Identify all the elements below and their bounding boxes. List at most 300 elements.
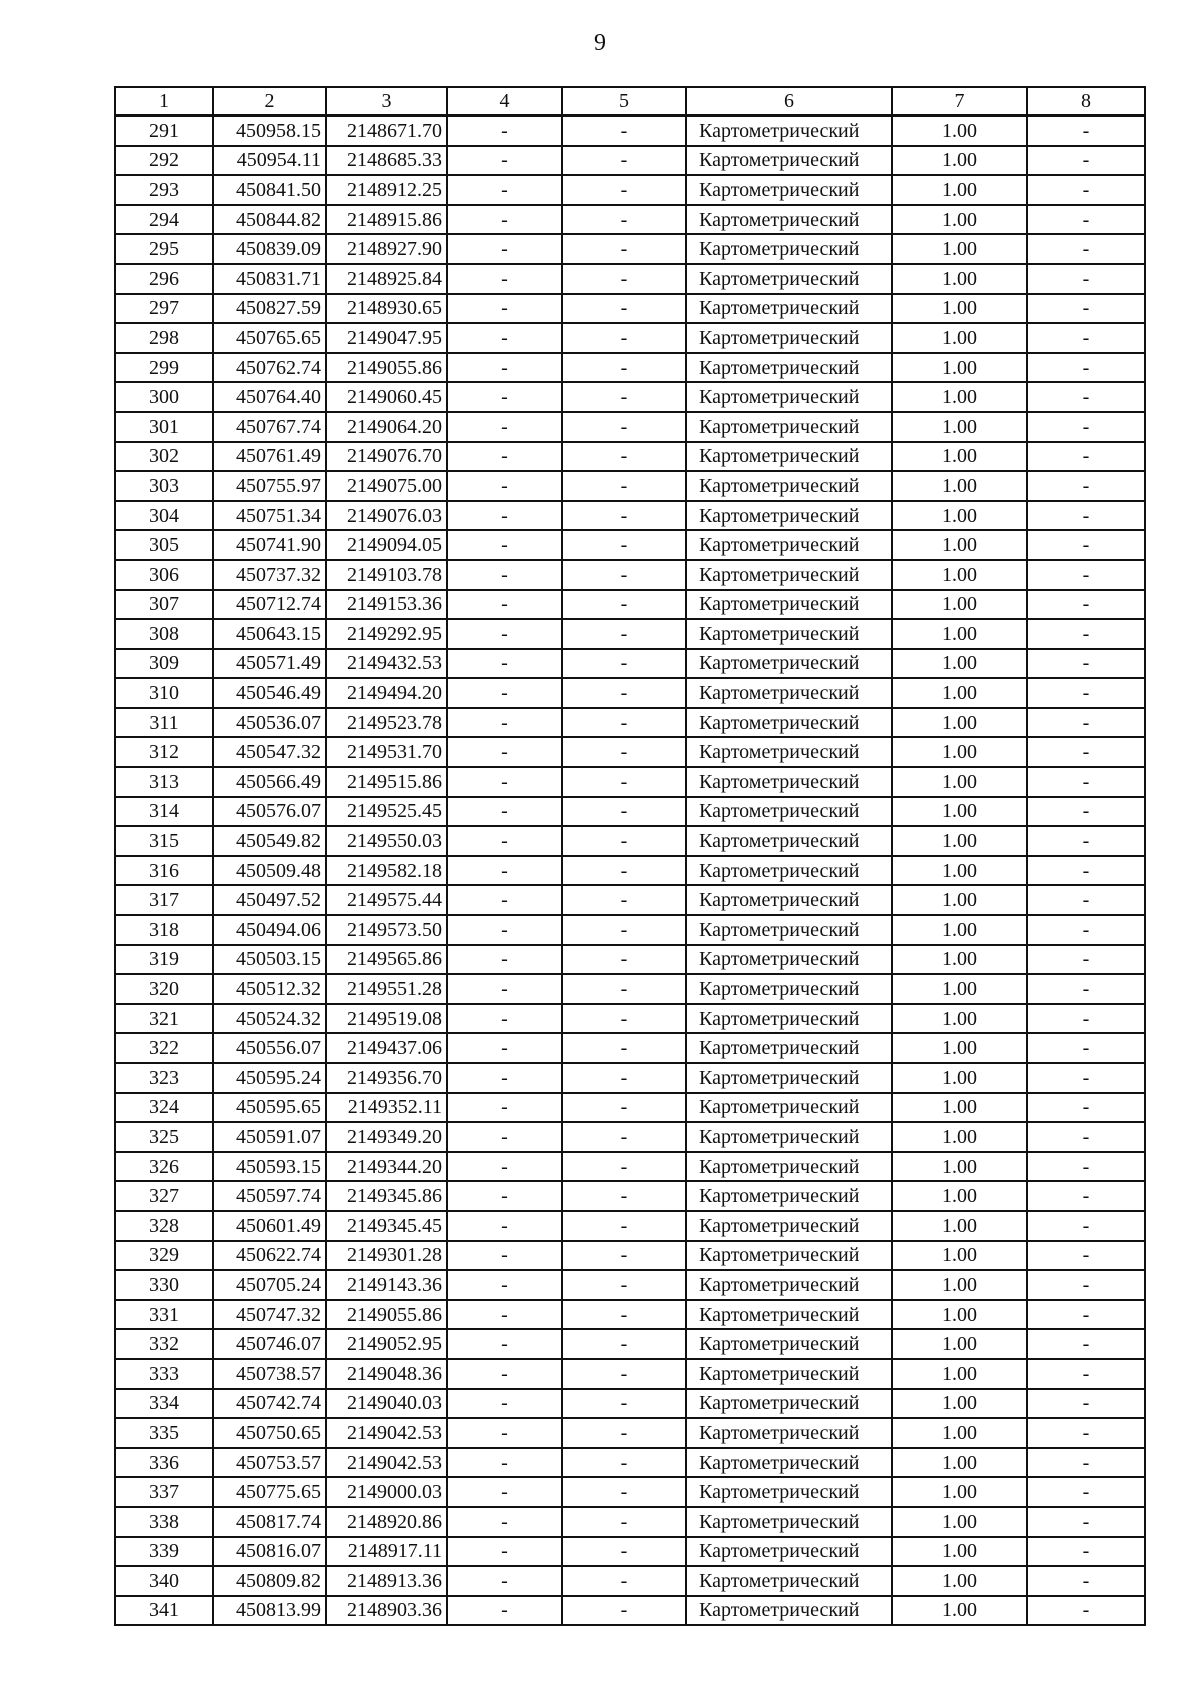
- table-cell: 450751.34: [213, 501, 326, 531]
- table-cell: -: [1027, 1418, 1145, 1448]
- column-header: 1: [115, 87, 213, 116]
- table-cell: 1.00: [892, 560, 1027, 590]
- table-cell: Картометрический: [686, 826, 892, 856]
- table-cell: 2149531.70: [326, 737, 447, 767]
- table-cell: Картометрический: [686, 1329, 892, 1359]
- table-cell: -: [562, 1359, 686, 1389]
- table-cell: -: [1027, 885, 1145, 915]
- table-cell: Картометрический: [686, 471, 892, 501]
- table-cell: 1.00: [892, 1270, 1027, 1300]
- table-cell: 2149515.86: [326, 767, 447, 797]
- table-cell: 1.00: [892, 1181, 1027, 1211]
- table-cell: 1.00: [892, 382, 1027, 412]
- table-cell: 450524.32: [213, 1004, 326, 1034]
- table-cell: 301: [115, 412, 213, 442]
- table-cell: -: [1027, 945, 1145, 975]
- table-cell: 334: [115, 1389, 213, 1419]
- table-row: [115, 1152, 1145, 1182]
- table-cell: -: [1027, 412, 1145, 442]
- table-cell: -: [562, 1448, 686, 1478]
- table-cell: -: [562, 501, 686, 531]
- table-cell: 450497.52: [213, 885, 326, 915]
- table-cell: 1.00: [892, 1329, 1027, 1359]
- table-cell: 2148903.36: [326, 1596, 447, 1626]
- table-row: [115, 708, 1145, 738]
- table-cell: -: [1027, 767, 1145, 797]
- table-cell: 2149064.20: [326, 412, 447, 442]
- table-cell: 329: [115, 1241, 213, 1271]
- table-cell: 304: [115, 501, 213, 531]
- table-row: [115, 1004, 1145, 1034]
- table-cell: -: [562, 353, 686, 383]
- table-cell: 339: [115, 1537, 213, 1567]
- table-cell: -: [562, 1241, 686, 1271]
- table-cell: -: [447, 382, 562, 412]
- table-row: [115, 678, 1145, 708]
- table-cell: -: [447, 915, 562, 945]
- table-cell: -: [447, 619, 562, 649]
- table-cell: Картометрический: [686, 294, 892, 324]
- table-row: [115, 1122, 1145, 1152]
- table-cell: 1.00: [892, 856, 1027, 886]
- table-cell: 450738.57: [213, 1359, 326, 1389]
- table-row: [115, 412, 1145, 442]
- table-cell: 450958.15: [213, 116, 326, 146]
- table-cell: 1.00: [892, 826, 1027, 856]
- table-cell: 1.00: [892, 353, 1027, 383]
- table-cell: 450591.07: [213, 1122, 326, 1152]
- table-cell: -: [562, 885, 686, 915]
- table-cell: -: [1027, 649, 1145, 679]
- table-cell: 450767.74: [213, 412, 326, 442]
- table-cell: -: [562, 915, 686, 945]
- table-row: [115, 767, 1145, 797]
- table-row: [115, 205, 1145, 235]
- table-cell: Картометрический: [686, 1270, 892, 1300]
- table-cell: 320: [115, 974, 213, 1004]
- table-cell: 306: [115, 560, 213, 590]
- table-cell: -: [1027, 323, 1145, 353]
- table-row: [115, 590, 1145, 620]
- table-cell: 300: [115, 382, 213, 412]
- table-cell: 450509.48: [213, 856, 326, 886]
- table-cell: Картометрический: [686, 1477, 892, 1507]
- table-row: [115, 323, 1145, 353]
- table-cell: -: [1027, 1566, 1145, 1596]
- table-row: [115, 1033, 1145, 1063]
- table-cell: -: [562, 1181, 686, 1211]
- table-cell: -: [562, 1211, 686, 1241]
- table-row: [115, 501, 1145, 531]
- table-cell: -: [1027, 146, 1145, 176]
- table-cell: -: [562, 767, 686, 797]
- table-cell: -: [1027, 1477, 1145, 1507]
- table-row: [115, 1596, 1145, 1626]
- table-cell: -: [447, 501, 562, 531]
- table-cell: Картометрический: [686, 1566, 892, 1596]
- table-row: [115, 1389, 1145, 1419]
- table-cell: -: [562, 619, 686, 649]
- table-cell: -: [447, 1093, 562, 1123]
- table-cell: 1.00: [892, 1448, 1027, 1478]
- table-cell: 315: [115, 826, 213, 856]
- table-cell: -: [562, 708, 686, 738]
- table-cell: 1.00: [892, 737, 1027, 767]
- table-cell: 1.00: [892, 1389, 1027, 1419]
- table-cell: 1.00: [892, 1093, 1027, 1123]
- table-cell: 1.00: [892, 264, 1027, 294]
- table-cell: 2149345.86: [326, 1181, 447, 1211]
- table-cell: 2149040.03: [326, 1389, 447, 1419]
- table-cell: 2149075.00: [326, 471, 447, 501]
- table-cell: Картометрический: [686, 1418, 892, 1448]
- table-cell: -: [562, 560, 686, 590]
- table-cell: 314: [115, 797, 213, 827]
- table-cell: -: [562, 590, 686, 620]
- table-cell: -: [447, 294, 562, 324]
- table-cell: -: [447, 1507, 562, 1537]
- table-cell: 450546.49: [213, 678, 326, 708]
- table-row: [115, 1300, 1145, 1330]
- table-cell: 2148671.70: [326, 116, 447, 146]
- table-cell: 2149042.53: [326, 1448, 447, 1478]
- table-cell: 318: [115, 915, 213, 945]
- table-cell: -: [562, 294, 686, 324]
- table-cell: 2149345.45: [326, 1211, 447, 1241]
- table-cell: Картометрический: [686, 560, 892, 590]
- table-cell: 2149494.20: [326, 678, 447, 708]
- table-cell: -: [447, 767, 562, 797]
- table-cell: 2149437.06: [326, 1033, 447, 1063]
- table-cell: -: [1027, 1507, 1145, 1537]
- table-cell: -: [562, 1329, 686, 1359]
- table-cell: -: [562, 1418, 686, 1448]
- table-cell: 1.00: [892, 708, 1027, 738]
- table-cell: -: [1027, 619, 1145, 649]
- table-cell: -: [447, 323, 562, 353]
- table-cell: 1.00: [892, 885, 1027, 915]
- table-cell: 296: [115, 264, 213, 294]
- table-row: [115, 560, 1145, 590]
- table-cell: -: [562, 856, 686, 886]
- table-cell: 1.00: [892, 412, 1027, 442]
- table-cell: 450712.74: [213, 590, 326, 620]
- table-cell: 2149048.36: [326, 1359, 447, 1389]
- table-cell: -: [562, 1152, 686, 1182]
- table-cell: Картометрический: [686, 1093, 892, 1123]
- table-cell: 335: [115, 1418, 213, 1448]
- table-cell: 312: [115, 737, 213, 767]
- table-cell: Картометрический: [686, 856, 892, 886]
- table-cell: -: [1027, 826, 1145, 856]
- table-cell: -: [447, 826, 562, 856]
- table-cell: 450601.49: [213, 1211, 326, 1241]
- table-cell: 325: [115, 1122, 213, 1152]
- table-cell: -: [447, 708, 562, 738]
- table-cell: 2149349.20: [326, 1122, 447, 1152]
- table-cell: -: [447, 1211, 562, 1241]
- table-cell: -: [447, 945, 562, 975]
- table-cell: -: [562, 1093, 686, 1123]
- table-cell: 2149143.36: [326, 1270, 447, 1300]
- table-cell: -: [562, 797, 686, 827]
- table-cell: -: [562, 1270, 686, 1300]
- table-cell: 2148925.84: [326, 264, 447, 294]
- table-cell: Картометрический: [686, 353, 892, 383]
- table-cell: 1.00: [892, 116, 1027, 146]
- table-cell: 2149076.70: [326, 442, 447, 472]
- table-cell: 450576.07: [213, 797, 326, 827]
- table-cell: 298: [115, 323, 213, 353]
- table-cell: 1.00: [892, 1596, 1027, 1626]
- table-cell: 2149519.08: [326, 1004, 447, 1034]
- table-row: [115, 1270, 1145, 1300]
- table-cell: 450841.50: [213, 175, 326, 205]
- table-cell: 450643.15: [213, 619, 326, 649]
- table-cell: -: [447, 856, 562, 886]
- table-cell: 1.00: [892, 619, 1027, 649]
- table-cell: -: [1027, 1448, 1145, 1478]
- table-cell: 450817.74: [213, 1507, 326, 1537]
- table-cell: Картометрический: [686, 1300, 892, 1330]
- table-cell: -: [1027, 856, 1145, 886]
- table-cell: -: [562, 1122, 686, 1152]
- table-cell: -: [562, 234, 686, 264]
- table-cell: Картометрический: [686, 797, 892, 827]
- column-header: 8: [1027, 87, 1145, 116]
- table-cell: 299: [115, 353, 213, 383]
- table-cell: 340: [115, 1566, 213, 1596]
- table-cell: -: [447, 1566, 562, 1596]
- table-cell: -: [1027, 1270, 1145, 1300]
- table-cell: 1.00: [892, 1566, 1027, 1596]
- table-cell: 295: [115, 234, 213, 264]
- table-cell: 324: [115, 1093, 213, 1123]
- table-cell: 450571.49: [213, 649, 326, 679]
- table-cell: -: [1027, 708, 1145, 738]
- table-cell: Картометрический: [686, 1063, 892, 1093]
- table-cell: 1.00: [892, 1241, 1027, 1271]
- table-cell: 1.00: [892, 1418, 1027, 1448]
- table-cell: 450813.99: [213, 1596, 326, 1626]
- table-cell: -: [447, 205, 562, 235]
- table-cell: -: [447, 1004, 562, 1034]
- table-cell: -: [447, 1448, 562, 1478]
- table-cell: 450494.06: [213, 915, 326, 945]
- table-cell: -: [562, 649, 686, 679]
- table-cell: -: [1027, 797, 1145, 827]
- table-row: [115, 737, 1145, 767]
- table-cell: 450954.11: [213, 146, 326, 176]
- table-cell: -: [447, 175, 562, 205]
- table-row: [115, 471, 1145, 501]
- table-cell: 2148912.25: [326, 175, 447, 205]
- table-cell: -: [447, 116, 562, 146]
- table-cell: -: [562, 323, 686, 353]
- table-cell: 297: [115, 294, 213, 324]
- table-cell: 1.00: [892, 442, 1027, 472]
- table-row: [115, 974, 1145, 1004]
- table-cell: -: [447, 560, 562, 590]
- table-cell: -: [1027, 234, 1145, 264]
- table-cell: -: [1027, 1329, 1145, 1359]
- table-cell: -: [562, 1004, 686, 1034]
- table-cell: -: [447, 146, 562, 176]
- table-row: [115, 1093, 1145, 1123]
- table-cell: 450705.24: [213, 1270, 326, 1300]
- column-header: 6: [686, 87, 892, 116]
- table-cell: 313: [115, 767, 213, 797]
- table-cell: -: [1027, 353, 1145, 383]
- table-row: [115, 1448, 1145, 1478]
- table-cell: 1.00: [892, 323, 1027, 353]
- table-row: [115, 442, 1145, 472]
- table-row: [115, 649, 1145, 679]
- table-cell: 2149052.95: [326, 1329, 447, 1359]
- table-cell: -: [1027, 590, 1145, 620]
- table-cell: -: [1027, 678, 1145, 708]
- table-cell: 331: [115, 1300, 213, 1330]
- coordinates-table: [114, 86, 1146, 1626]
- table-cell: -: [447, 471, 562, 501]
- table-cell: 450595.24: [213, 1063, 326, 1093]
- table-cell: -: [447, 797, 562, 827]
- table-row: [115, 1418, 1145, 1448]
- table-cell: 1.00: [892, 175, 1027, 205]
- table-cell: -: [1027, 116, 1145, 146]
- table-cell: Картометрический: [686, 1389, 892, 1419]
- table-cell: 2149055.86: [326, 1300, 447, 1330]
- table-row: [115, 1211, 1145, 1241]
- table-cell: Картометрический: [686, 442, 892, 472]
- table-cell: -: [447, 885, 562, 915]
- table-cell: 2149076.03: [326, 501, 447, 531]
- table-cell: 2149551.28: [326, 974, 447, 1004]
- table-cell: 1.00: [892, 1004, 1027, 1034]
- table-cell: -: [1027, 175, 1145, 205]
- table-cell: 1.00: [892, 1507, 1027, 1537]
- table-row: [115, 885, 1145, 915]
- table-cell: -: [1027, 1359, 1145, 1389]
- table-row: [115, 530, 1145, 560]
- table-cell: Картометрический: [686, 767, 892, 797]
- table-cell: -: [562, 1033, 686, 1063]
- table-cell: -: [447, 1389, 562, 1419]
- table-row: [115, 1063, 1145, 1093]
- table-cell: 2149573.50: [326, 915, 447, 945]
- table-cell: 2148917.11: [326, 1537, 447, 1567]
- table-cell: 1.00: [892, 1300, 1027, 1330]
- table-cell: 1.00: [892, 530, 1027, 560]
- table-cell: 2149523.78: [326, 708, 447, 738]
- table-cell: 2149292.95: [326, 619, 447, 649]
- table-cell: 310: [115, 678, 213, 708]
- table-cell: Картометрический: [686, 708, 892, 738]
- table-cell: Картометрический: [686, 234, 892, 264]
- table-cell: -: [1027, 1241, 1145, 1271]
- table-cell: 1.00: [892, 294, 1027, 324]
- table-row: [115, 382, 1145, 412]
- table-cell: -: [447, 1537, 562, 1567]
- table-cell: 450593.15: [213, 1152, 326, 1182]
- table-cell: -: [1027, 1181, 1145, 1211]
- table-cell: 450761.49: [213, 442, 326, 472]
- table-cell: 1.00: [892, 501, 1027, 531]
- table-cell: -: [447, 264, 562, 294]
- table-cell: Картометрический: [686, 205, 892, 235]
- table-cell: -: [1027, 471, 1145, 501]
- table-cell: 1.00: [892, 974, 1027, 1004]
- table-cell: 303: [115, 471, 213, 501]
- table-cell: 1.00: [892, 590, 1027, 620]
- table-cell: -: [562, 1300, 686, 1330]
- table-row: [115, 1359, 1145, 1389]
- page-number: 9: [594, 30, 606, 56]
- table-cell: -: [562, 146, 686, 176]
- table-cell: Картометрический: [686, 945, 892, 975]
- table-cell: 1.00: [892, 1537, 1027, 1567]
- table-cell: 2149565.86: [326, 945, 447, 975]
- table-row: [115, 264, 1145, 294]
- table-cell: Картометрический: [686, 649, 892, 679]
- table-row: [115, 945, 1145, 975]
- table-cell: 2149525.45: [326, 797, 447, 827]
- table-cell: 450747.32: [213, 1300, 326, 1330]
- table-row: [115, 1537, 1145, 1567]
- table-cell: Картометрический: [686, 175, 892, 205]
- table-cell: 2149432.53: [326, 649, 447, 679]
- column-header: 3: [326, 87, 447, 116]
- table-cell: -: [562, 412, 686, 442]
- table-cell: 2149301.28: [326, 1241, 447, 1271]
- table-cell: -: [1027, 1389, 1145, 1419]
- table-cell: 450775.65: [213, 1477, 326, 1507]
- table-cell: Картометрический: [686, 974, 892, 1004]
- table-cell: 321: [115, 1004, 213, 1034]
- table-cell: Картометрический: [686, 1004, 892, 1034]
- table-cell: 341: [115, 1596, 213, 1626]
- table-cell: Картометрический: [686, 323, 892, 353]
- table-cell: 2149094.05: [326, 530, 447, 560]
- table-cell: -: [562, 264, 686, 294]
- table-cell: 326: [115, 1152, 213, 1182]
- table-cell: 1.00: [892, 1152, 1027, 1182]
- table-cell: -: [1027, 737, 1145, 767]
- table-cell: 309: [115, 649, 213, 679]
- table-cell: -: [447, 234, 562, 264]
- table-row: [115, 619, 1145, 649]
- table-cell: Картометрический: [686, 116, 892, 146]
- table-cell: Картометрический: [686, 619, 892, 649]
- table-cell: Картометрический: [686, 590, 892, 620]
- table-cell: -: [1027, 1300, 1145, 1330]
- table-cell: 450844.82: [213, 205, 326, 235]
- table-cell: 1.00: [892, 678, 1027, 708]
- table-cell: -: [562, 471, 686, 501]
- table-cell: Картометрический: [686, 1033, 892, 1063]
- table-cell: -: [562, 826, 686, 856]
- table-cell: 2149000.03: [326, 1477, 447, 1507]
- table-cell: 2148685.33: [326, 146, 447, 176]
- table-cell: Картометрический: [686, 1152, 892, 1182]
- table-cell: -: [447, 1063, 562, 1093]
- table-cell: 323: [115, 1063, 213, 1093]
- table-cell: Картометрический: [686, 915, 892, 945]
- table-cell: Картометрический: [686, 1507, 892, 1537]
- table-cell: 302: [115, 442, 213, 472]
- table-cell: 450755.97: [213, 471, 326, 501]
- table-cell: -: [1027, 1033, 1145, 1063]
